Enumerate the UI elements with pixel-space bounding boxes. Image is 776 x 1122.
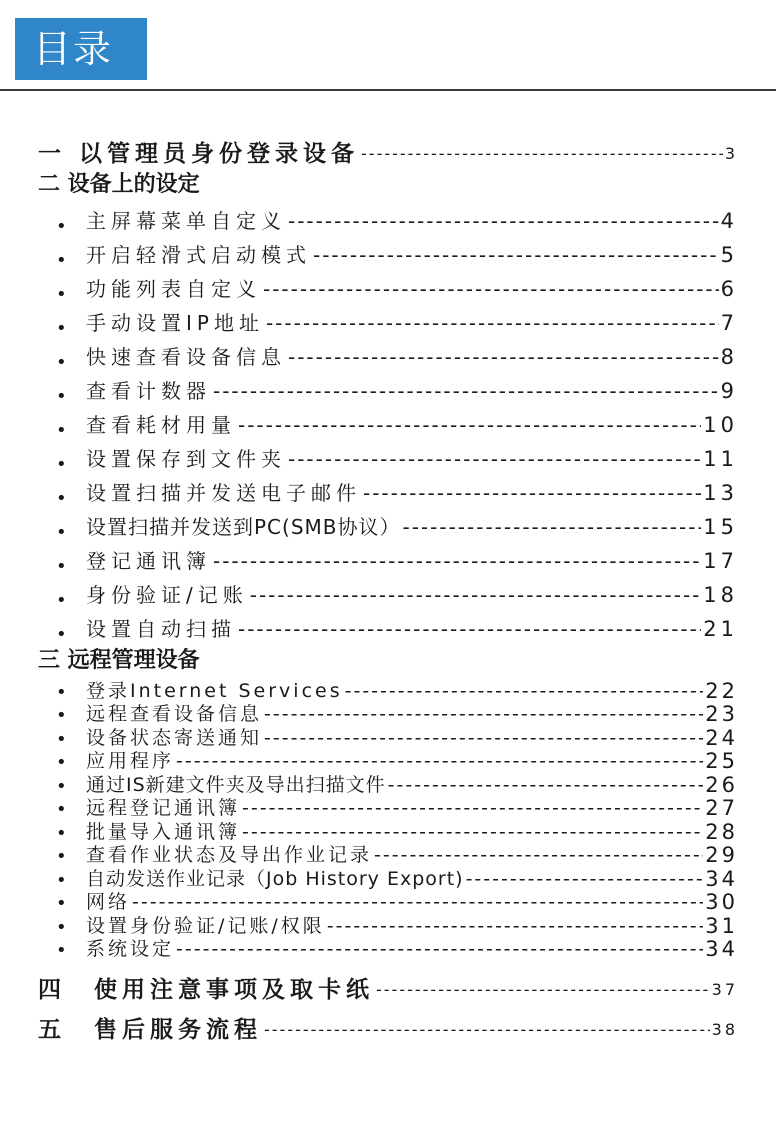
toc-entry[interactable] xyxy=(38,866,738,890)
toc-entry-page: 37 xyxy=(711,980,738,999)
bullet: • xyxy=(56,284,67,304)
toc-entry-label: 设置自动扫描 xyxy=(86,617,236,641)
toc-entry[interactable] xyxy=(38,542,738,576)
dot-leader xyxy=(264,703,703,725)
dot-leader xyxy=(288,342,719,372)
dot-leader xyxy=(242,821,703,843)
bullet: • xyxy=(56,590,67,610)
toc-entry-section-5[interactable] xyxy=(38,1004,738,1044)
bullet: • xyxy=(56,488,67,508)
dot-leader xyxy=(264,727,703,749)
bullet: • xyxy=(56,775,67,796)
toc-entry-page: 21 xyxy=(703,617,738,641)
toc-entry[interactable] xyxy=(38,749,738,773)
bullet: • xyxy=(56,318,67,338)
toc-entry-label: 设置扫描并发送到PC(SMB协议） xyxy=(86,515,401,539)
toc-entry-label: 设置身份验证/记账/权限 xyxy=(86,914,325,937)
toc-entry-page: 15 xyxy=(703,515,738,539)
toc-entry-label: 登录Internet Services xyxy=(86,679,343,702)
table-of-contents xyxy=(38,128,738,1044)
bullet: • xyxy=(56,352,67,372)
toc-entry-page: 34 xyxy=(705,866,738,890)
toc-entry[interactable] xyxy=(38,372,738,406)
toc-entry-label: 查看作业状态及导出作业记录 xyxy=(86,844,373,866)
toc-entry-page: 27 xyxy=(705,796,738,819)
dot-leader xyxy=(242,797,703,819)
dot-leader xyxy=(327,915,703,937)
dot-leader xyxy=(288,206,719,236)
toc-entry[interactable] xyxy=(38,772,738,796)
toc-entry[interactable] xyxy=(38,406,738,440)
bullet: • xyxy=(56,454,67,474)
toc-entry[interactable] xyxy=(38,678,738,702)
toc-entry[interactable] xyxy=(38,725,738,749)
toc-entry-label: 登记通讯簿 xyxy=(86,549,211,573)
dot-leader xyxy=(403,512,702,542)
dot-leader xyxy=(238,614,701,644)
bullet: • xyxy=(56,799,67,819)
toc-entry-label: 批量导入通讯簿 xyxy=(86,820,241,843)
bullet: • xyxy=(56,250,67,270)
dot-leader xyxy=(388,774,704,796)
dot-leader xyxy=(313,240,719,270)
toc-entry-label: 网络 xyxy=(86,891,131,913)
toc-entry-page: 30 xyxy=(705,890,738,913)
bullet: • xyxy=(56,216,67,236)
toc-entry[interactable] xyxy=(38,819,738,843)
toc-entry-page: 34 xyxy=(705,937,738,960)
toc-entry-section-4[interactable] xyxy=(38,964,738,1004)
dot-leader xyxy=(288,444,701,474)
dot-leader xyxy=(345,680,704,702)
toc-entry[interactable] xyxy=(38,890,738,914)
toc-entry-label: 手动设置IP地址 xyxy=(86,311,264,335)
toc-entry-label: 身份验证/记账 xyxy=(86,583,248,607)
toc-entry-label: 开启轻滑式启动模式 xyxy=(86,243,311,267)
toc-entry-page: 25 xyxy=(705,749,738,772)
toc-entry-label: 自动发送作业记录（Job History Export) xyxy=(86,867,464,890)
bullet: • xyxy=(56,893,67,913)
toc-entry[interactable] xyxy=(38,796,738,820)
bullet: • xyxy=(56,522,67,542)
toc-entry-page: 5 xyxy=(720,243,738,267)
bullet: • xyxy=(56,869,67,890)
section-heading-3: 三 远程管理设备 xyxy=(38,648,200,673)
toc-entry-page: 10 xyxy=(703,413,738,437)
dot-leader xyxy=(376,976,710,1004)
bullet: • xyxy=(56,556,67,576)
toc-entry-label: 系统设定 xyxy=(86,938,175,960)
toc-entry-page: 28 xyxy=(705,819,738,843)
toc-entry-label: 功能列表自定义 xyxy=(86,277,261,301)
toc-entry-label: 远程查看设备信息 xyxy=(86,703,263,725)
bullet: • xyxy=(56,752,67,772)
toc-entry-page: 8 xyxy=(720,345,738,369)
toc-entry[interactable] xyxy=(38,338,738,372)
dot-leader xyxy=(213,376,719,406)
bullet: • xyxy=(56,705,67,725)
bullet: • xyxy=(56,624,67,644)
toc-entry-page: 9 xyxy=(720,379,738,403)
toc-entry-label: 设置保存到文件夹 xyxy=(86,447,286,471)
header-divider xyxy=(0,89,776,91)
toc-entry-label: 快速查看设备信息 xyxy=(86,345,286,369)
toc-entry-label: 查看耗材用量 xyxy=(86,413,236,437)
bullet: • xyxy=(56,420,67,440)
toc-entry[interactable] xyxy=(38,937,738,961)
bullet: • xyxy=(56,846,67,866)
dot-leader xyxy=(263,274,719,304)
dot-leader xyxy=(176,750,703,772)
toc-entry-label: 五 售后服务流程 xyxy=(38,1017,262,1043)
bullet: • xyxy=(56,916,67,937)
bullet: • xyxy=(56,386,67,406)
dot-leader xyxy=(363,478,701,508)
toc-entry-page: 22 xyxy=(705,678,738,702)
dot-leader xyxy=(250,580,702,610)
toc-entry[interactable] xyxy=(38,610,738,644)
toc-entry[interactable] xyxy=(38,202,738,236)
toc-entry-page: 38 xyxy=(711,1020,738,1039)
toc-entry[interactable] xyxy=(38,702,738,726)
toc-entry-page: 4 xyxy=(720,209,738,233)
toc-entry-page: 11 xyxy=(703,447,738,471)
bullet: • xyxy=(56,728,67,749)
toc-entry-page: 29 xyxy=(705,843,738,866)
dot-leader xyxy=(266,308,719,338)
toc-entry[interactable] xyxy=(38,913,738,937)
toc-entry-label: 四 使用注意事项及取卡纸 xyxy=(38,977,374,1003)
toc-entry-label: 一 以管理员身份登录设备 xyxy=(38,141,360,167)
toc-entry[interactable] xyxy=(38,843,738,867)
dot-leader xyxy=(132,891,703,913)
dot-leader xyxy=(238,410,701,440)
toc-entry[interactable] xyxy=(38,270,738,304)
toc-entry-label: 设置扫描并发送电子邮件 xyxy=(86,481,361,505)
dot-leader xyxy=(264,1016,710,1044)
dot-leader xyxy=(466,868,704,890)
toc-entry[interactable] xyxy=(38,576,738,610)
toc-entry-page: 23 xyxy=(705,702,738,725)
toc-entry-label: 主屏幕菜单自定义 xyxy=(86,209,286,233)
toc-entry-label: 设备状态寄送通知 xyxy=(86,726,263,749)
toc-entry[interactable] xyxy=(38,304,738,338)
toc-entry-label: 远程登记通讯簿 xyxy=(86,797,241,819)
toc-entry-page: 24 xyxy=(705,725,738,749)
bullet: • xyxy=(56,681,67,702)
toc-entry[interactable] xyxy=(38,440,738,474)
toc-entry-page: 6 xyxy=(720,277,738,301)
toc-entry-page: 7 xyxy=(720,311,738,335)
dot-leader xyxy=(361,140,723,168)
toc-entry-label: 通过IS新建文件夹及导出扫描文件 xyxy=(86,773,386,796)
toc-entry-page: 18 xyxy=(703,583,738,607)
toc-entry[interactable] xyxy=(38,236,738,270)
toc-entry[interactable] xyxy=(38,508,738,542)
dot-leader xyxy=(374,844,703,866)
toc-entry-page: 17 xyxy=(703,549,738,573)
toc-entry-label: 查看计数器 xyxy=(86,379,211,403)
toc-entry-label: 应用程序 xyxy=(86,750,175,772)
toc-entry-page: 3 xyxy=(724,144,738,163)
dot-leader xyxy=(176,938,703,960)
toc-entry-page: 31 xyxy=(705,913,738,937)
toc-entry-page: 13 xyxy=(703,481,738,505)
page-title: 目录 xyxy=(15,18,147,80)
section-heading-2: 二 设备上的设定 xyxy=(38,172,200,197)
toc-entry-section-1[interactable] xyxy=(38,128,738,168)
bullet: • xyxy=(56,940,67,960)
dot-leader xyxy=(213,546,701,576)
toc-entry-page: 26 xyxy=(705,772,738,796)
toc-entry[interactable] xyxy=(38,474,738,508)
bullet: • xyxy=(56,822,67,843)
